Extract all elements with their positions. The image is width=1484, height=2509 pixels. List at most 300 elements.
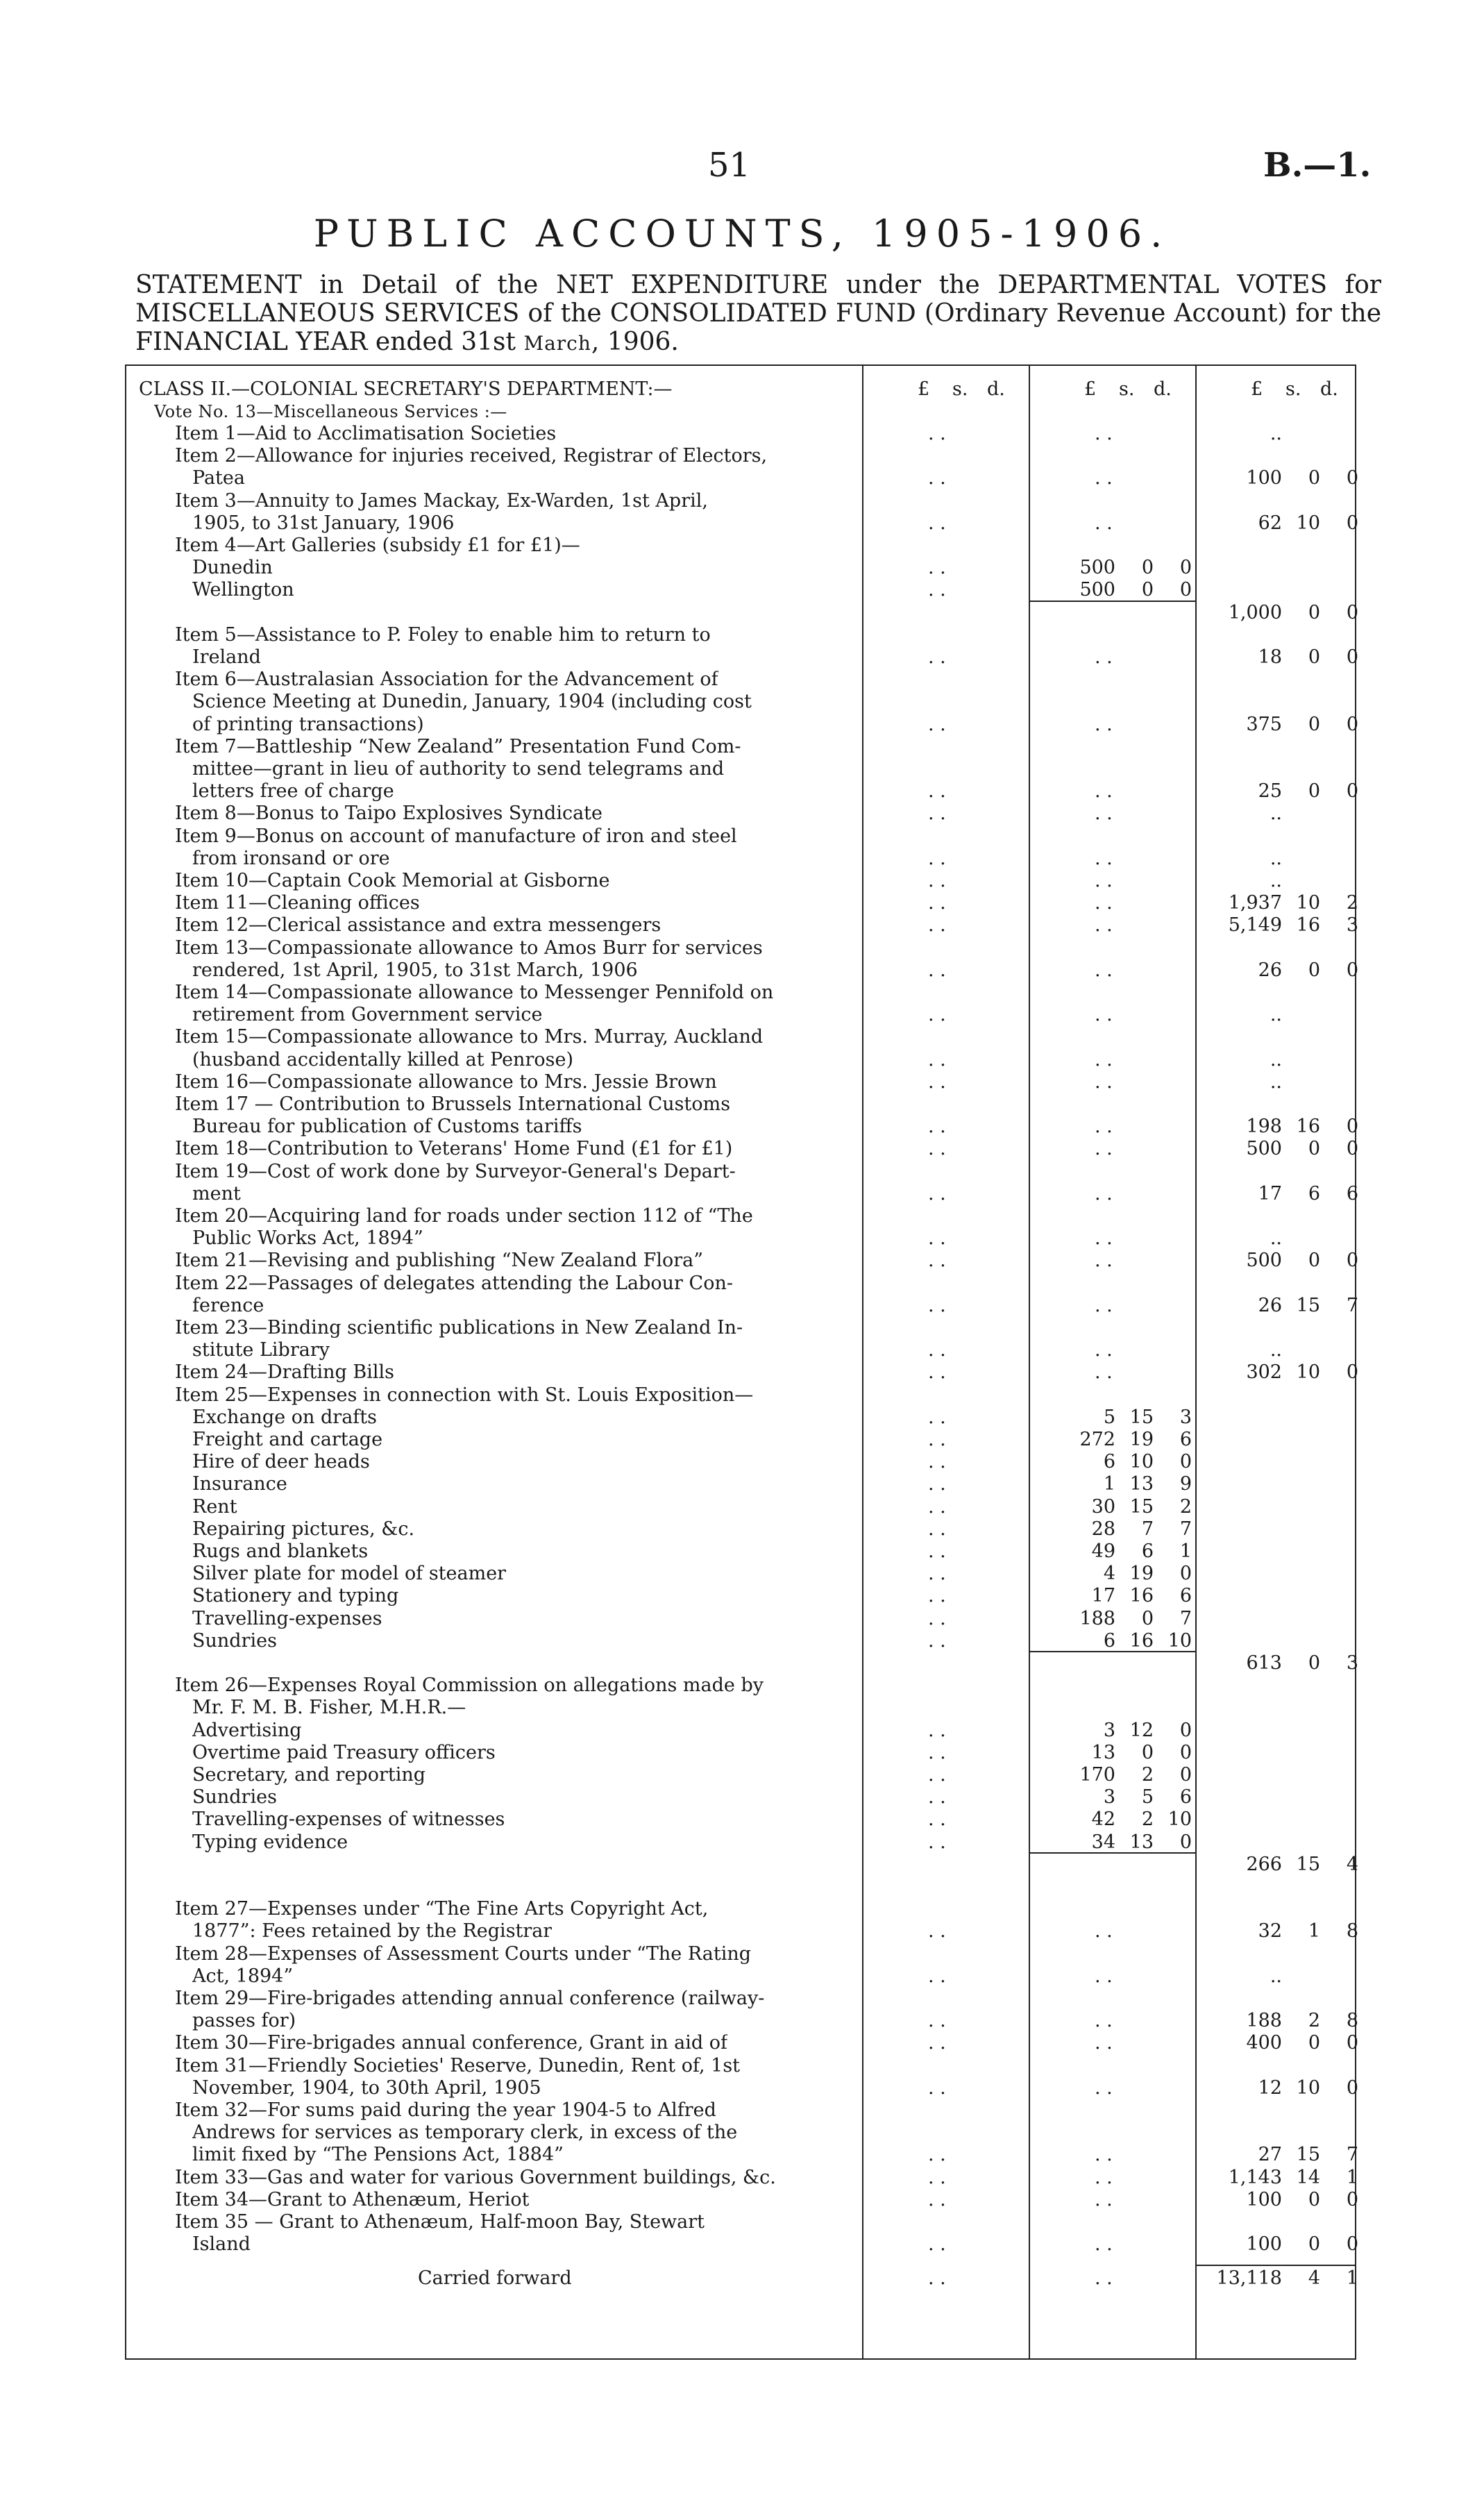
row-label: ference: [192, 1294, 264, 1316]
col1-leader-dots: . .: [928, 2144, 946, 2166]
pounds-value: 272: [1079, 1429, 1115, 1450]
pence-value: 0: [1346, 959, 1358, 981]
pence-value: 7: [1346, 2144, 1358, 2166]
col1-leader-dots: . .: [928, 1920, 946, 1942]
pounds-value: 6: [1103, 1451, 1115, 1473]
col2-leader-dots: . .: [1095, 1361, 1113, 1384]
col2-leader-dots: . .: [1095, 1071, 1113, 1093]
table-row: [126, 1965, 1355, 1988]
statement-body: in Detail of the NET EXPENDITURE under the DEPARTMENTAL VOTES for MISCELLANEOUS SERVICES of the CONSOLIDATED FUND (Ordinary Revenue Account) for the FINANCIAL YEAR ended 31st: [135, 271, 1381, 356]
row-label: Item 25—Expenses in connection with St. Louis Exposition—: [175, 1384, 754, 1406]
shillings-value: 15: [1296, 2144, 1320, 2166]
col1-leader-dots: . .: [928, 2166, 946, 2188]
row-label: Insurance: [192, 1473, 287, 1495]
col2-leader-dots: . .: [1095, 959, 1113, 981]
col1-leader-dots: . .: [928, 1809, 946, 1831]
table-row: [126, 2188, 1358, 2211]
col3-shillings-header: s.: [1285, 378, 1301, 400]
pence-value: 10: [1167, 1629, 1192, 1652]
row-label: Item 12—Clerical assistance and extra messengers: [175, 914, 661, 937]
carried-forward-row: [126, 2267, 1358, 2290]
pounds-value: 13: [1091, 1741, 1115, 1763]
table-row: [126, 557, 1355, 579]
shillings-value: 14: [1296, 2166, 1320, 2188]
pence-value: 0: [1179, 1741, 1192, 1763]
col2-leader-dots: . .: [1095, 1004, 1113, 1026]
row-label: Silver plate for model of steamer: [192, 1563, 507, 1585]
col1-leader-dots: . .: [928, 1965, 946, 1987]
pence-value: 7: [1179, 1607, 1192, 1629]
pounds-value: 613: [1246, 1652, 1282, 1674]
table-row: [126, 892, 1358, 914]
pence-value: 3: [1179, 1406, 1192, 1428]
col2-leader-dots: . .: [1095, 2076, 1113, 2099]
row-label: November, 1904, to 30th April, 1905: [192, 2076, 541, 2099]
row-label: Item 2—Allowance for injuries received, Registrar of Electors,: [175, 445, 768, 467]
pounds-value: 28: [1091, 1518, 1115, 1540]
shillings-value: 16: [1129, 1585, 1154, 1607]
subtotal-row: [126, 1853, 1358, 1876]
table-row: [126, 1675, 1355, 1697]
col2-leader-dots: . .: [1095, 1227, 1113, 1250]
col1-leader-dots: . .: [928, 1741, 946, 1763]
pounds-value: 30: [1091, 1495, 1115, 1518]
row-label: Secretary, and reporting: [192, 1764, 426, 1786]
table-row: [126, 736, 1355, 758]
statement-lead: STATEMENT: [135, 271, 302, 299]
row-label: Item 15—Compassionate allowance to Mrs. Murray, Auckland: [175, 1026, 764, 1048]
pounds-value: ..: [1270, 1965, 1282, 1987]
header-row: [126, 378, 1355, 401]
row-label: Rugs and blankets: [192, 1541, 369, 1562]
row-label: Overtime paid Treasury officers: [192, 1741, 496, 1763]
statement-month: March: [523, 332, 591, 355]
col2-leader-dots: . .: [1095, 803, 1113, 825]
table-row: [126, 1384, 1355, 1407]
pounds-value: 1,937: [1228, 892, 1282, 914]
pounds-value: 32: [1258, 1920, 1282, 1942]
col1-leader-dots: . .: [928, 847, 946, 869]
shillings-value: 0: [1308, 959, 1320, 981]
row-label: Item 27—Expenses under “The Fine Arts Copyright Act,: [175, 1898, 709, 1920]
col2-leader-dots: . .: [1095, 646, 1113, 668]
col2-leader-dots: . .: [1095, 914, 1113, 937]
pence-value: 0: [1179, 1451, 1192, 1473]
pence-value: 7: [1179, 1518, 1192, 1540]
subtotal-rule: [1029, 601, 1195, 602]
col1-leader-dots: . .: [928, 1518, 946, 1540]
col2-leader-dots: . .: [1095, 2267, 1113, 2289]
table-row: [126, 1451, 1355, 1473]
table-row: [126, 691, 1355, 713]
row-label: Sundries: [192, 1629, 277, 1652]
row-label: Item 33—Gas and water for various Government buildings, &c.: [175, 2166, 776, 2188]
pence-value: 7: [1346, 1294, 1358, 1316]
pence-value: 8: [1346, 1920, 1358, 1942]
row-label: Item 5—Assistance to P. Foley to enable him to return to: [175, 623, 711, 646]
shillings-value: 16: [1296, 914, 1320, 937]
pounds-value: ..: [1270, 1339, 1282, 1361]
table-row: [126, 1026, 1355, 1048]
col1-leader-dots: . .: [928, 1473, 946, 1495]
row-label: Stationery and typing: [192, 1585, 399, 1607]
table-row: [126, 2211, 1355, 2233]
col1-leader-dots: . .: [928, 1004, 946, 1026]
pence-value: 6: [1179, 1429, 1192, 1450]
shillings-value: 1: [1308, 1920, 1320, 1942]
col1-leader-dots: . .: [928, 2188, 946, 2210]
pounds-value: ..: [1270, 423, 1282, 444]
row-label: of printing transactions): [192, 713, 424, 735]
pounds-value: 170: [1079, 1764, 1115, 1786]
shillings-value: 13: [1129, 1473, 1154, 1495]
pounds-value: 1: [1103, 1473, 1115, 1495]
shillings-value: 10: [1296, 2076, 1320, 2099]
table-row: [126, 624, 1355, 646]
pence-value: 2: [1346, 892, 1358, 914]
shillings-value: 2: [1141, 1809, 1154, 1831]
pounds-value: 3: [1103, 1786, 1115, 1809]
col1-pounds-header: £: [918, 378, 930, 400]
row-label: Sundries: [192, 1786, 277, 1809]
pounds-value: 100: [1246, 2188, 1282, 2210]
table-row: [126, 1294, 1358, 1317]
vote-row: [126, 401, 1355, 423]
row-label: rendered, 1st April, 1905, to 31st March, 1906: [192, 959, 638, 981]
pence-value: 1: [1346, 2267, 1358, 2289]
table-row: [126, 467, 1358, 489]
col1-leader-dots: . .: [928, 1607, 946, 1629]
row-label: Item 34—Grant to Athenæum, Heriot: [175, 2188, 530, 2210]
shillings-value: 0: [1308, 1652, 1320, 1674]
pence-value: 4: [1346, 1853, 1358, 1875]
col1-leader-dots: . .: [928, 2076, 946, 2099]
row-label: Item 19—Cost of work done by Surveyor-General's Depart-: [175, 1160, 736, 1182]
pounds-value: 34: [1091, 1831, 1115, 1853]
col1-leader-dots: . .: [928, 1786, 946, 1809]
row-label: Typing evidence: [192, 1831, 348, 1853]
col2-leader-dots: . .: [1095, 1294, 1113, 1316]
pence-value: 0: [1179, 1764, 1192, 1786]
shillings-value: 0: [1141, 1607, 1154, 1629]
row-label: stitute Library: [192, 1339, 330, 1361]
col2-leader-dots: . .: [1095, 512, 1113, 534]
shillings-value: 12: [1129, 1719, 1154, 1741]
pounds-value: 27: [1258, 2144, 1282, 2166]
pounds-value: 25: [1258, 780, 1282, 803]
shillings-value: 6: [1308, 1182, 1320, 1205]
col2-leader-dots: . .: [1095, 847, 1113, 869]
pence-value: 6: [1179, 1585, 1192, 1607]
col2-leader-dots: . .: [1095, 467, 1113, 489]
col1-leader-dots: . .: [928, 467, 946, 489]
row-label: Hire of deer heads: [192, 1451, 370, 1473]
row-label: Freight and cartage: [192, 1429, 383, 1450]
col1-leader-dots: . .: [928, 1182, 946, 1205]
col1-leader-dots: . .: [928, 1585, 946, 1607]
col1-leader-dots: . .: [928, 1071, 946, 1093]
pounds-value: 6: [1103, 1629, 1115, 1652]
shillings-value: 0: [1308, 601, 1320, 623]
shillings-value: 2: [1141, 1764, 1154, 1786]
pence-value: 0: [1346, 2032, 1358, 2054]
pence-value: 3: [1346, 914, 1358, 937]
col1-leader-dots: . .: [928, 1541, 946, 1562]
row-label: Item 13—Compassionate allowance to Amos Burr for services: [175, 937, 763, 959]
row-label: Mr. F. M. B. Fisher, M.H.R.—: [192, 1697, 466, 1719]
total-rule: [1195, 2265, 1355, 2266]
col1-leader-dots: . .: [928, 2267, 946, 2289]
col2-leader-dots: . .: [1095, 423, 1113, 444]
table-row: [126, 1116, 1358, 1138]
col1-leader-dots: . .: [928, 780, 946, 803]
shillings-value: 15: [1296, 1853, 1320, 1875]
table-row: [126, 870, 1355, 892]
pounds-value: ..: [1270, 1048, 1282, 1071]
pence-value: 0: [1346, 2188, 1358, 2210]
shillings-value: 0: [1308, 780, 1320, 803]
table-row: [126, 1697, 1355, 1719]
page-title: PUBLIC ACCOUNTS, 1905-1906.: [313, 212, 1171, 255]
table-row: [126, 1250, 1358, 1272]
table-row: [126, 1988, 1355, 2010]
pence-value: 0: [1346, 646, 1358, 668]
table-row: [126, 982, 1355, 1004]
table-row: [126, 1742, 1355, 1764]
table-row: [126, 1786, 1355, 1809]
col1-leader-dots: . .: [928, 579, 946, 601]
shillings-value: 16: [1129, 1629, 1154, 1652]
col1-leader-dots: . .: [928, 870, 946, 891]
table-row: [126, 579, 1355, 601]
shillings-value: 0: [1141, 579, 1154, 601]
col1-leader-dots: . .: [928, 557, 946, 579]
pence-value: 6: [1346, 1182, 1358, 1205]
col1-leader-dots: . .: [928, 1250, 946, 1272]
row-label: Item 1—Aid to Acclimatisation Societies: [175, 423, 557, 444]
row-label: Patea: [192, 467, 245, 489]
shillings-value: 0: [1308, 2032, 1320, 2054]
row-label: Rent: [192, 1495, 237, 1518]
table-row: [126, 445, 1355, 467]
shillings-value: 19: [1129, 1563, 1154, 1585]
shillings-value: 0: [1308, 1138, 1320, 1160]
pounds-value: 4: [1103, 1563, 1115, 1585]
table-row: [126, 713, 1358, 736]
subtotal-rule: [1029, 1852, 1195, 1854]
shillings-value: 0: [1141, 1741, 1154, 1763]
col1-leader-dots: . .: [928, 892, 946, 914]
row-label: Item 6—Australasian Association for the Advancement of: [175, 669, 718, 691]
subtotal-rule: [1029, 1651, 1195, 1652]
table-row: [126, 959, 1358, 982]
table-row: [126, 2055, 1355, 2077]
pence-value: 0: [1346, 512, 1358, 534]
row-label: Item 26—Expenses Royal Commission on allegations made by: [175, 1675, 764, 1697]
col1-leader-dots: . .: [928, 1629, 946, 1652]
pounds-value: 5,149: [1228, 914, 1282, 937]
pence-value: 9: [1179, 1473, 1192, 1495]
table-row: [126, 1764, 1355, 1786]
col1-leader-dots: . .: [928, 646, 946, 668]
col2-leader-dots: . .: [1095, 1920, 1113, 1942]
pence-value: 0: [1346, 2233, 1358, 2256]
col1-leader-dots: . .: [928, 512, 946, 534]
statement-heading: [135, 271, 1381, 358]
vote-heading: Vote No. 13—Miscellaneous Services :—: [154, 402, 507, 421]
table-row: [126, 512, 1358, 535]
col2-shillings-header: s.: [1119, 378, 1135, 400]
table-row: [126, 1541, 1355, 1563]
pence-value: 0: [1179, 1719, 1192, 1741]
table-row: [126, 1161, 1355, 1183]
shillings-value: 0: [1308, 1250, 1320, 1272]
col2-pence-header: d.: [1154, 378, 1172, 400]
col1-pence-header: d.: [987, 378, 1005, 400]
col2-leader-dots: . .: [1095, 870, 1113, 891]
pounds-value: 500: [1246, 1138, 1282, 1160]
row-label: limit fixed by “The Pensions Act, 1884”: [192, 2144, 564, 2166]
shillings-value: 10: [1296, 892, 1320, 914]
shillings-value: 10: [1296, 1361, 1320, 1384]
table-row: [126, 2166, 1358, 2189]
row-label: Item 3—Annuity to James Mackay, Ex-Warden, 1st April,: [175, 489, 708, 512]
row-label: Item 31—Friendly Societies' Reserve, Dunedin, Rent of, 1st: [175, 2054, 741, 2076]
col1-leader-dots: . .: [928, 1138, 946, 1160]
row-label: Item 20—Acquiring land for roads under section 112 of “The: [175, 1205, 753, 1227]
col1-leader-dots: . .: [928, 1495, 946, 1518]
expenditure-table: [125, 364, 1356, 2360]
table-row: [126, 1227, 1355, 1250]
table-row: [126, 423, 1355, 445]
table-row: [126, 1585, 1355, 1607]
row-label: Item 7—Battleship “New Zealand” Presentation Fund Com-: [175, 735, 741, 757]
table-row: [126, 1563, 1355, 1585]
table-row: [126, 1317, 1355, 1339]
col2-leader-dots: . .: [1095, 1250, 1113, 1272]
pounds-value: 26: [1258, 959, 1282, 981]
col2-leader-dots: . .: [1095, 2032, 1113, 2054]
table-row: [126, 1518, 1355, 1541]
table-row: [126, 2122, 1355, 2144]
pounds-value: 17: [1091, 1585, 1115, 1607]
pounds-value: ..: [1270, 1227, 1282, 1250]
col1-leader-dots: . .: [928, 1227, 946, 1250]
col1-leader-dots: . .: [928, 713, 946, 735]
col2-leader-dots: . .: [1095, 1138, 1113, 1160]
row-label: Item 22—Passages of delegates attending the Labour Con-: [175, 1272, 733, 1294]
col1-shillings-header: s.: [952, 378, 968, 400]
pounds-value: 26: [1258, 1294, 1282, 1316]
pence-value: 10: [1167, 1809, 1192, 1831]
table-row: [126, 1831, 1355, 1854]
row-label: Item 8—Bonus to Taipo Explosives Syndicate: [175, 803, 603, 825]
table-row: [126, 848, 1355, 870]
pounds-value: 266: [1246, 1853, 1282, 1875]
subtotal-row: [126, 1652, 1358, 1675]
pounds-value: 375: [1246, 713, 1282, 735]
col1-leader-dots: . .: [928, 1563, 946, 1585]
pence-value: 2: [1179, 1495, 1192, 1518]
pounds-value: 100: [1246, 467, 1282, 489]
table-row: [126, 1182, 1358, 1205]
pounds-value: ..: [1270, 847, 1282, 869]
table-row: [126, 937, 1355, 959]
row-label: 1877”: Fees retained by the Registrar: [192, 1920, 553, 1942]
pounds-value: 188: [1246, 2010, 1282, 2032]
pounds-value: 12: [1258, 2076, 1282, 2099]
shillings-value: 15: [1296, 1294, 1320, 1316]
col1-leader-dots: . .: [928, 1429, 946, 1450]
col2-leader-dots: . .: [1095, 1182, 1113, 1205]
row-label: Item 16—Compassionate allowance to Mrs. Jessie Brown: [175, 1071, 717, 1093]
col1-leader-dots: . .: [928, 1451, 946, 1473]
col1-leader-dots: . .: [928, 2032, 946, 2054]
document-reference: B.—1.: [1263, 146, 1372, 185]
shillings-value: 16: [1296, 1116, 1320, 1138]
pounds-value: ..: [1270, 803, 1282, 825]
row-label: Advertising: [192, 1719, 302, 1741]
table-row: [126, 1093, 1355, 1116]
table-row: [126, 490, 1355, 512]
row-label: Item 14—Compassionate allowance to Messenger Pennifold on: [175, 982, 774, 1003]
row-label: 1905, to 31st January, 1906: [192, 512, 455, 534]
table-row: [126, 1473, 1355, 1495]
pence-value: 3: [1346, 1652, 1358, 1674]
pence-value: 1: [1346, 2166, 1358, 2188]
table-row: [126, 1429, 1355, 1451]
table-row: [126, 535, 1355, 557]
pounds-value: 400: [1246, 2032, 1282, 2054]
table-row: [126, 1876, 1355, 1898]
pence-value: 0: [1346, 780, 1358, 803]
pounds-value: 500: [1079, 579, 1115, 601]
row-label: Item 29—Fire-brigades attending annual conference (railway-: [175, 1988, 765, 2009]
shillings-value: 13: [1129, 1831, 1154, 1853]
pounds-value: 18: [1258, 646, 1282, 668]
statement-end: , 1906.: [591, 328, 679, 356]
col1-leader-dots: . .: [928, 1831, 946, 1853]
pence-value: 0: [1346, 1116, 1358, 1138]
row-label: Wellington: [192, 579, 294, 601]
table-row: [126, 646, 1358, 669]
table-row: [126, 2233, 1358, 2256]
col1-leader-dots: . .: [928, 914, 946, 937]
col2-leader-dots: . .: [1095, 2188, 1113, 2210]
row-label: Andrews for services as temporary clerk, in excess of the: [192, 2122, 738, 2144]
pounds-value: 62: [1258, 512, 1282, 534]
class-heading: CLASS II.—COLONIAL SECRETARY'S DEPARTMENT:—: [139, 378, 673, 400]
pence-value: 0: [1346, 1138, 1358, 1160]
table-row: [126, 803, 1355, 825]
col2-leader-dots: . .: [1095, 1339, 1113, 1361]
pence-value: 6: [1179, 1786, 1192, 1809]
shillings-value: 0: [1308, 2188, 1320, 2210]
shillings-value: 15: [1129, 1495, 1154, 1518]
table-row: [126, 1004, 1355, 1026]
col2-pounds-header: £: [1084, 378, 1097, 400]
col1-leader-dots: . .: [928, 2233, 946, 2256]
table-row: [126, 780, 1358, 803]
pence-value: 0: [1179, 579, 1192, 601]
pounds-value: 198: [1246, 1116, 1282, 1138]
col1-leader-dots: . .: [928, 1116, 946, 1138]
pounds-value: 13,118: [1216, 2267, 1282, 2289]
shillings-value: 0: [1308, 713, 1320, 735]
pence-value: 1: [1179, 1541, 1192, 1562]
pounds-value: 1,000: [1228, 601, 1282, 623]
row-label: letters free of charge: [192, 780, 394, 803]
